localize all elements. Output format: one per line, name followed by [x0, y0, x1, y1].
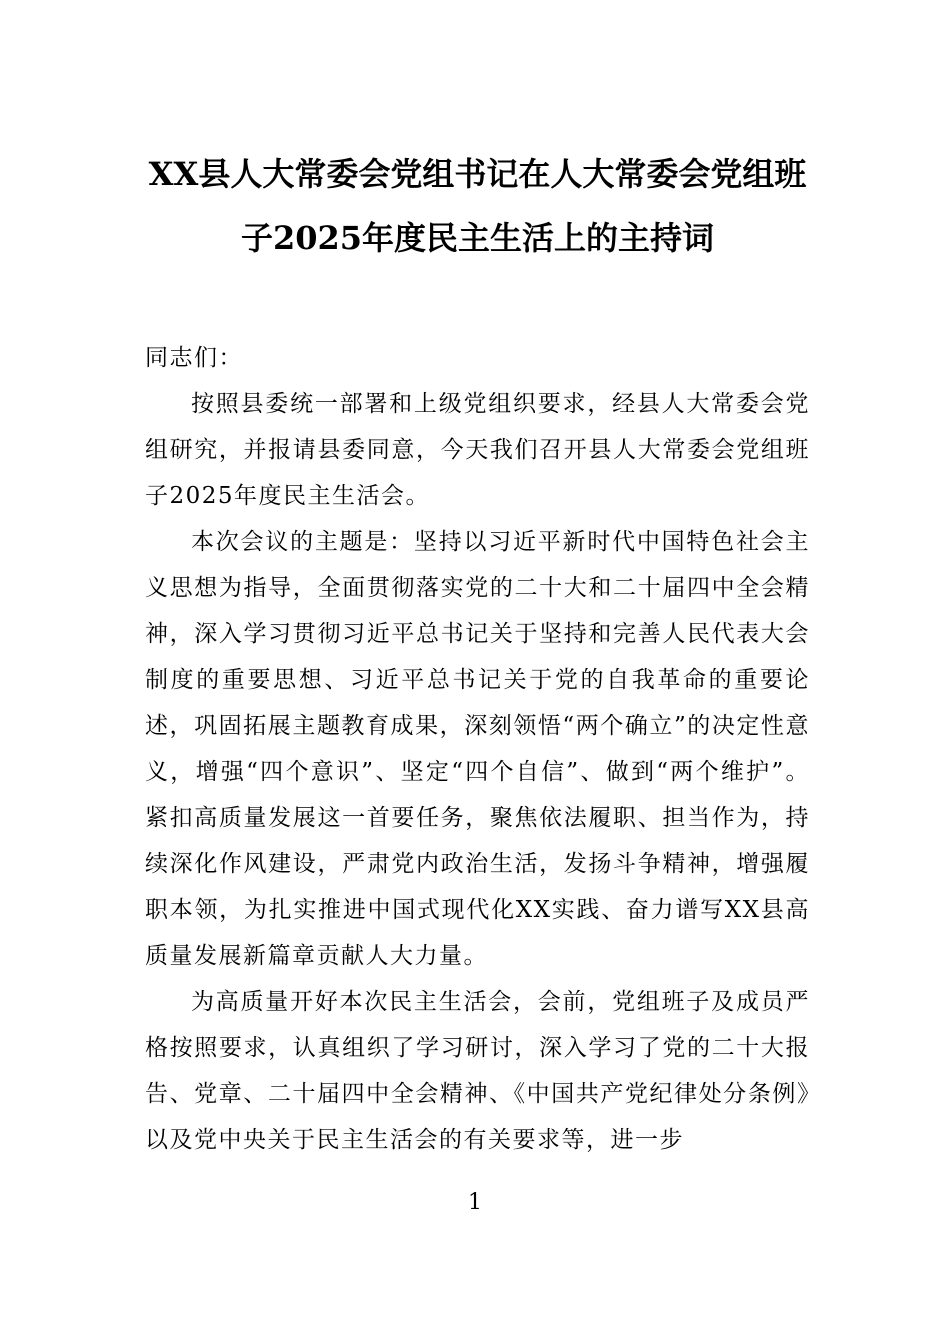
- paragraph-2: 本次会议的主题是：坚持以习近平新时代中国特色社会主义思想为指导，全面贯彻落实党的二十大和二十届四中全会精神，深入学习贯彻习近平总书记关于坚持和完善人民代表大会制度的重要思想、习近平总书记关于党的自我革命的重要论述，巩固拓展主题教育成果，深刻领悟“两个确立”的决定性意义，增强“四个意识”、坚定“四个自信”、做到“两个维护”。紧扣高质量发展这一首要任务，聚焦依法履职、担当作为，持续深化作风建设，严肃党内政治生活，发扬斗争精神，增强履职本领，为扎实推进中国式现代化XX实践、奋力谱写XX县高质量发展新篇章贡献人大力量。: [145, 529, 810, 969]
- paragraph-1: 按照县委统一部署和上级党组织要求，经县人大常委会党组研究，并报请县委同意，今天我们召开县人大常委会党组班子2025年度民主生活会。: [145, 391, 810, 509]
- page-number: 1: [468, 1190, 482, 1215]
- paragraph-3: 为高质量开好本次民主生活会，会前，党组班子及成员严格按照要求，认真组织了学习研讨，深入学习了党的二十大报告、党章、二十届四中全会精神、《中国共产党纪律处分条例》以及党中央关于民主生活会的有关要求等，进一步: [145, 989, 810, 1153]
- document-title: XX县人大常委会党组书记在人大常委会党组班子2025年度民主生活上的主持词: [148, 155, 807, 257]
- document-body: [145, 335, 810, 1163]
- salutation: 同志们：: [145, 345, 243, 371]
